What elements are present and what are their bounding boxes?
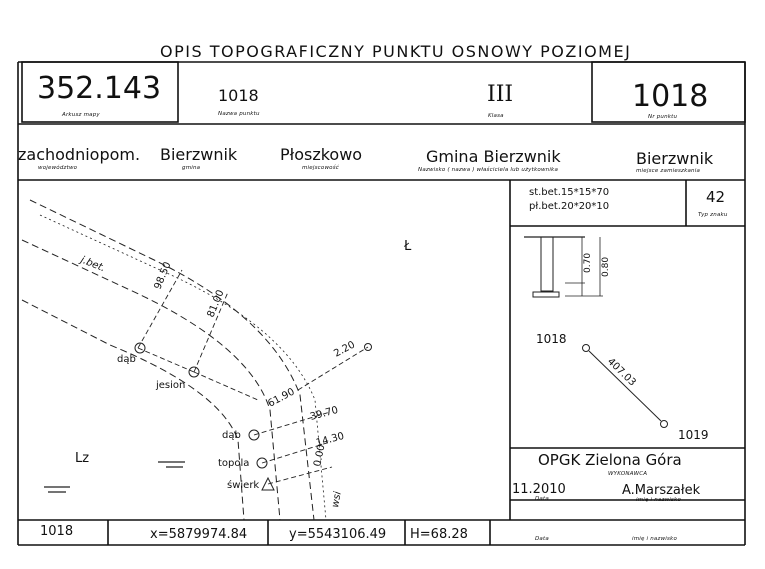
mark-line-2: pł.bet.20*20*10: [529, 201, 610, 212]
dist-2-20: 2.20: [332, 339, 358, 360]
land-label-forest: Lz: [75, 451, 90, 466]
point-no-value: 1018: [632, 79, 709, 114]
mark-line-1: st.bet.15*15*70: [529, 187, 610, 198]
object-label-poplar: topola: [218, 458, 250, 469]
land-label-meadow: Ł: [404, 239, 412, 254]
coord-x: x=5879974.84: [150, 527, 248, 542]
road-to-label: wsi: [330, 490, 344, 509]
executor-person-label: imię i nazwisko: [636, 497, 682, 503]
locality-label: miejscowość: [302, 165, 340, 171]
residence-label: miejsce zamieszkania: [636, 168, 701, 174]
mark-dim-1: 0.70: [583, 252, 593, 273]
class-value: III: [487, 82, 514, 107]
class-label: Klasa: [488, 113, 504, 119]
point-name-label: Nazwa punktu: [218, 111, 260, 117]
commune-value: Bierzwnik: [160, 145, 238, 164]
road-label: j.bet.: [78, 254, 107, 275]
road-width-2: 81.00: [205, 288, 227, 320]
point-1018-marker: [583, 345, 590, 352]
executor-label: WYKONAWCA: [608, 471, 648, 477]
road-width-1: 98.50: [152, 260, 174, 292]
object-label-oak-1: dąb: [117, 354, 136, 365]
dist-39-70: 39.70: [308, 404, 340, 423]
locality-value: Płoszkowo: [280, 145, 363, 164]
mark-type-value: 42: [706, 188, 726, 206]
neighbor-to: 1019: [678, 428, 709, 442]
executor-date: 11.2010: [512, 482, 566, 497]
dist-14-30: 14.30: [314, 430, 346, 449]
executor-date-label: Data: [535, 496, 549, 502]
voivodeship-label: województwo: [38, 165, 78, 171]
point-no-label: Nr punktu: [648, 114, 678, 120]
mark-dim-2: 0.80: [601, 256, 611, 277]
form-title: OPIS TOPOGRAFICZNY PUNKTU OSNOWY POZIOMEJ: [160, 42, 632, 61]
verification-person-label: imię i nazwisko: [632, 536, 678, 542]
object-label-ash: jesion: [156, 380, 186, 391]
object-label-spruce: świerk: [227, 480, 260, 491]
neighbor-distance: 407.03: [604, 356, 638, 389]
dist-61-90: 61.90: [266, 386, 297, 410]
neighbor-from: 1018: [536, 332, 567, 346]
point-name-value: 1018: [218, 86, 259, 105]
coord-y: y=5543106.49: [289, 527, 387, 542]
map-sheet-label: Arkusz mapy: [62, 112, 100, 118]
owner-value: Gmina Bierzwnik: [426, 147, 561, 166]
map-sheet-value: 352.143: [37, 71, 162, 106]
executor-person: A.Marszałek: [622, 483, 701, 498]
point-1019-marker: [661, 421, 668, 428]
verification-date-label: Data: [535, 536, 549, 542]
coord-h: H=68.28: [410, 527, 468, 542]
executor-name: OPGK Zielona Góra: [538, 451, 682, 469]
dist-0-00: 0.00: [312, 443, 328, 468]
owner-label: Nazwisko ( nazwa ) właściciela lub użytkownika: [418, 167, 559, 173]
mark-type-label: Typ znaku: [698, 212, 728, 218]
coord-point: 1018: [40, 524, 74, 539]
object-label-oak-2: dąb: [222, 430, 241, 441]
residence-value: Bierzwnik: [636, 149, 714, 168]
voivodeship-value: zachodniopom.: [18, 145, 141, 164]
commune-label: gmina: [182, 165, 201, 171]
